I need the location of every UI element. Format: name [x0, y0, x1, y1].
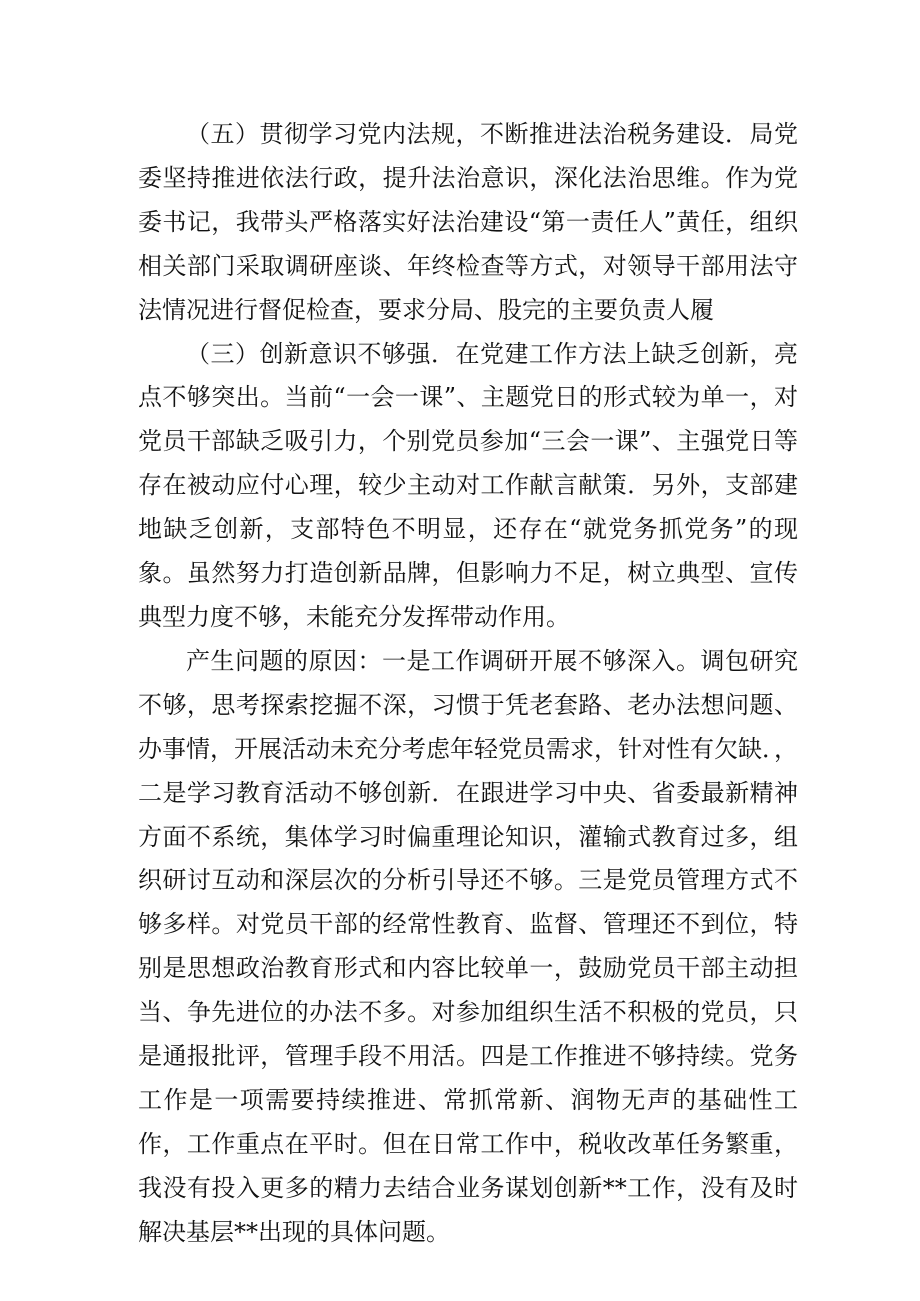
- document-body: [138, 113, 798, 1255]
- paragraph-problem-causes: 产生问题的原因：一是工作调研开展不够深入。调包研究不够，思考探索挖掘不深，习惯于凭老套路、老办法想问题、办事情，开展活动未充分考虑年轻党员需求，针对性有欠缺．，二是学习教育活动不够创新．在跟进学习中央、省委最新精神方面不系统，集体学习时偏重理论知识，灌输式教育过多，组织研讨互动和深层次的分析引导还不够。三是党员管理方式不够多样。对党员干部的经常性教育、监督、管理还不到位，特别是思想政治教育形式和内容比较单一，鼓励党员干部主动担当、争先进位的办法不多。对参加组织生活不积极的党员，只是通报批评，管理手段不用活。四是工作推进不够持续。党务工作是一项需要持续推进、常抓常新、润物无声的基础性工作，工作重点在平时。但在日常工作中，税收改革任务繁重，我没有投入更多的精力去结合业务谋划创新**工作，没有及时解决基层**出现的具体问题。: [138, 646, 798, 1246]
- paragraph-innovation-awareness: （三）创新意识不够强．在党建工作方法上缺乏创新，亮点不够突出。当前“一会一课”、主题党日的形式较为单一，对党员干部缺乏吸引力，个别党员参加“三会一课”、主强党日等存在被动应付心理，较少主动对工作献言献策．另外，支部建地缺乏创新，支部特色不明显，还存在“就党务抓党务”的现象。虽然努力打造创新品牌，但影响力不足，树立典型、宣传典型力度不够，未能充分发挥带动作用。: [138, 339, 798, 631]
- paragraph-legal-construction: （五）贯彻学习党内法规，不断推进法治税务建设．局党委坚持推进依法行政，提升法治意识，深化法治思维。作为党委书记，我带头严格落实好法治建设“第一责任人”黄任，组织相关部门采取调研座谈、年终检查等方式，对领导干部用法守法情况进行督促检查，要求分局、股完的主要负责人履: [138, 120, 798, 324]
